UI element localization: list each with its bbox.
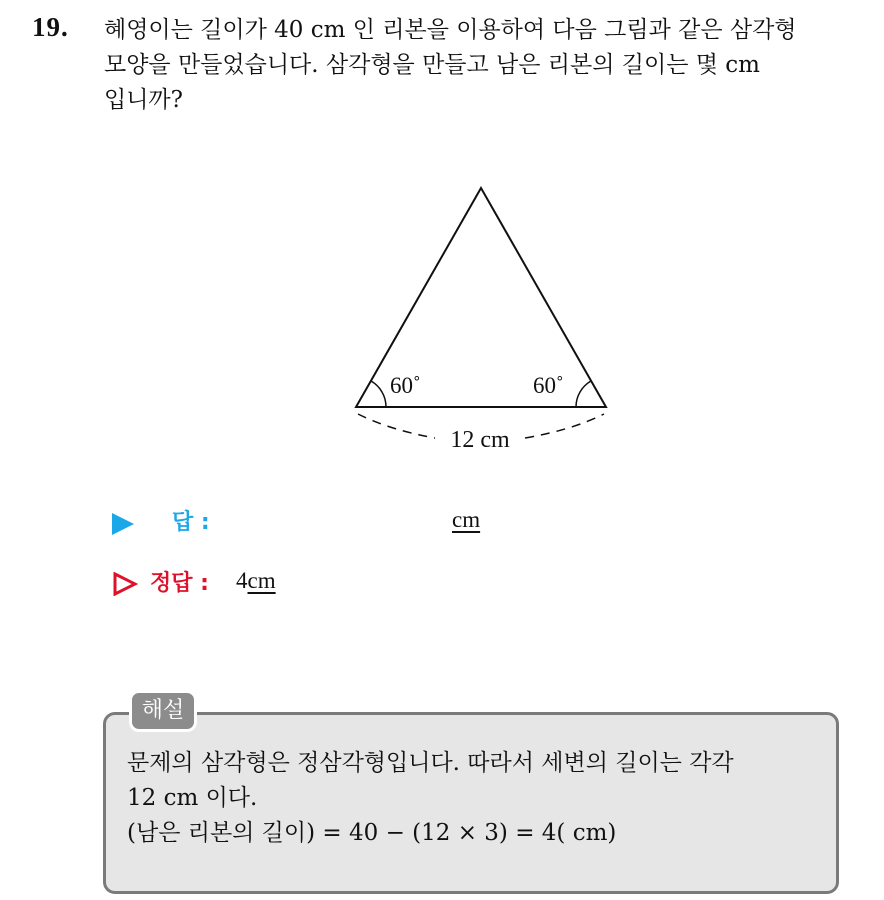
triangle-diagram	[340, 180, 640, 470]
solution-line: 문제의 삼각형은 정삼각형입니다. 따라서 세변의 길이는 각각	[127, 750, 734, 776]
solution-tab: 해설	[129, 690, 197, 732]
solution-line: 12 cm 이다.	[127, 785, 258, 811]
base-length-label: 12 cm	[450, 427, 510, 453]
angle-arc-right	[576, 381, 591, 407]
correct-answer-label: 정답 :	[150, 571, 209, 596]
dimension-line-left	[358, 414, 435, 438]
dimension-line-right	[525, 414, 604, 438]
question-line: 혜영이는 길이가 40 cm 인 리본을 이용하여 다음 그림과 같은 삼각형	[104, 17, 797, 43]
solution-line: (남은 리본의 길이) = 40 − (12 × 3) = 4( cm)	[127, 820, 617, 846]
correct-answer-value: 4	[236, 568, 248, 593]
outline-triangle-icon	[112, 572, 138, 596]
correct-answer-unit: cm	[247, 568, 276, 593]
question-number: 19.	[32, 12, 69, 42]
question-line: 입니까?	[104, 87, 183, 113]
question-line: 모양을 만들었습니다. 삼각형을 만들고 남은 리본의 길이는 몇 cm	[104, 52, 760, 78]
triangle-figure	[340, 180, 640, 474]
angle-label-left: 60˚	[390, 373, 421, 398]
answer-unit: cm	[452, 507, 481, 532]
answer-label: 답 :	[172, 510, 210, 535]
question-text	[104, 13, 864, 118]
angle-arc-left	[371, 381, 386, 407]
correct-answer-value-group	[236, 568, 276, 594]
angle-label-right: 60˚	[533, 373, 564, 398]
solution-text	[127, 746, 827, 851]
play-triangle-icon	[112, 513, 134, 535]
